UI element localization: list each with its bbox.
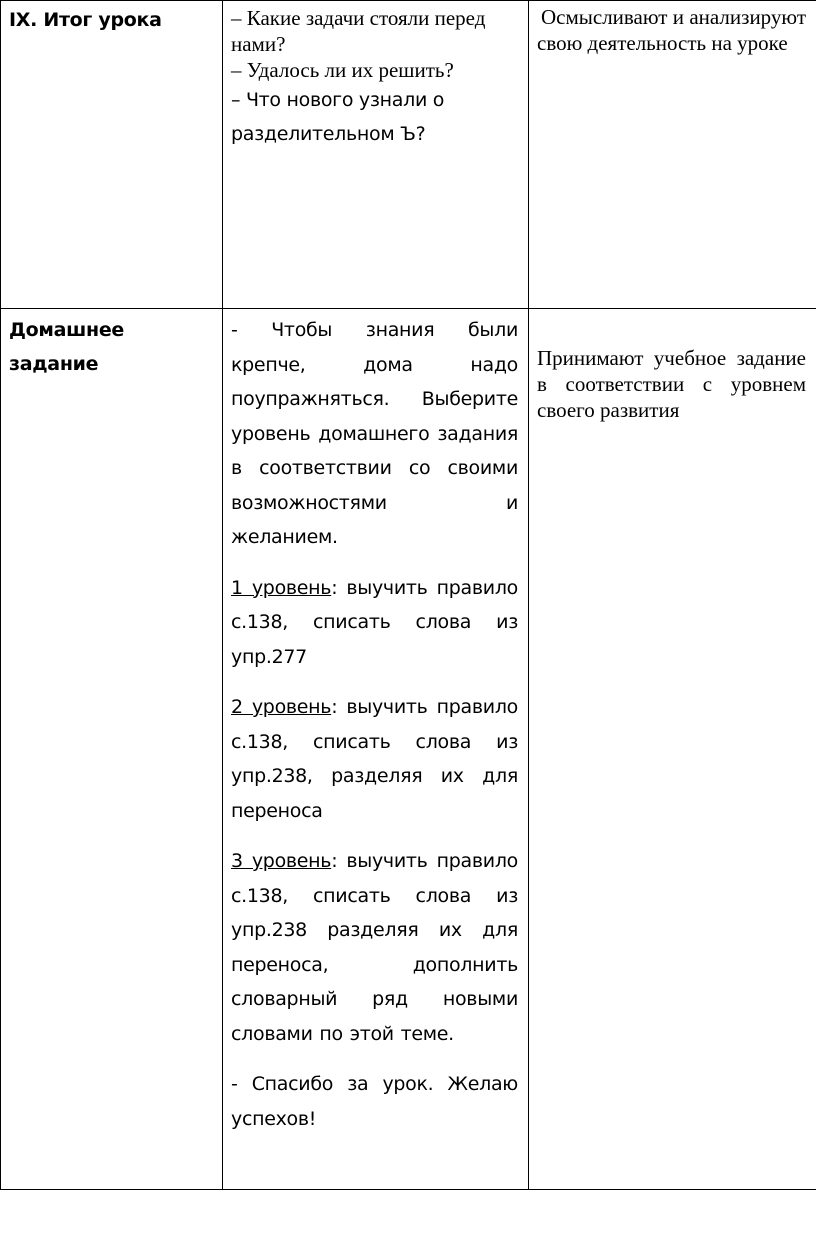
question-line: – Удалось ли их решить? <box>231 58 454 82</box>
level-text: : выучить правило с.138, списать слова из упр.238, разделяя их для переноса <box>231 696 518 822</box>
question-line: – Что нового узнали о разделительном Ъ? <box>231 89 445 145</box>
homework-level-2 <box>231 690 518 828</box>
closing-remark: - Спасибо за урок. Желаю успехов! <box>231 1073 518 1130</box>
student-activity-cell <box>529 1 816 309</box>
level-label: 3 уровень <box>231 850 332 872</box>
stage-title: IX. Итог урока <box>9 9 162 31</box>
level-text: : выучить правило с.138, списать слова из упр.277 <box>231 576 518 668</box>
homework-level-1 <box>231 571 518 675</box>
teacher-activity-cell <box>223 309 529 1190</box>
table-row <box>1 1 816 309</box>
level-text: : выучить правило с.138, списать слова из упр.238 разделяя их для переноса, дополнить словарный ряд новыми словами по этой теме. <box>231 850 518 1045</box>
stage-cell <box>1 1 223 309</box>
teacher-activity-cell <box>223 1 529 309</box>
homework-intro: - Чтобы знания были крепче, дома надо поупражняться. Выберите уровень домашнего задания в соответствии со своими возможностями и желанием. <box>231 319 518 548</box>
level-label: 2 уровень <box>231 696 332 718</box>
homework-level-3 <box>231 844 518 1051</box>
student-activity-text: Принимают учебное задание в соответствии с уровнем своего развития <box>537 346 806 422</box>
level-label: 1 уровень <box>231 576 332 599</box>
stage-title: Домашнее задание <box>9 319 125 375</box>
student-activity-text: Осмысливают и анализируют свою деятельность на уроке <box>537 5 806 55</box>
table-row <box>1 309 816 1190</box>
question-line: – Какие задачи стояли перед нами? <box>231 6 486 56</box>
student-activity-cell <box>529 309 816 1190</box>
stage-cell <box>1 309 223 1190</box>
